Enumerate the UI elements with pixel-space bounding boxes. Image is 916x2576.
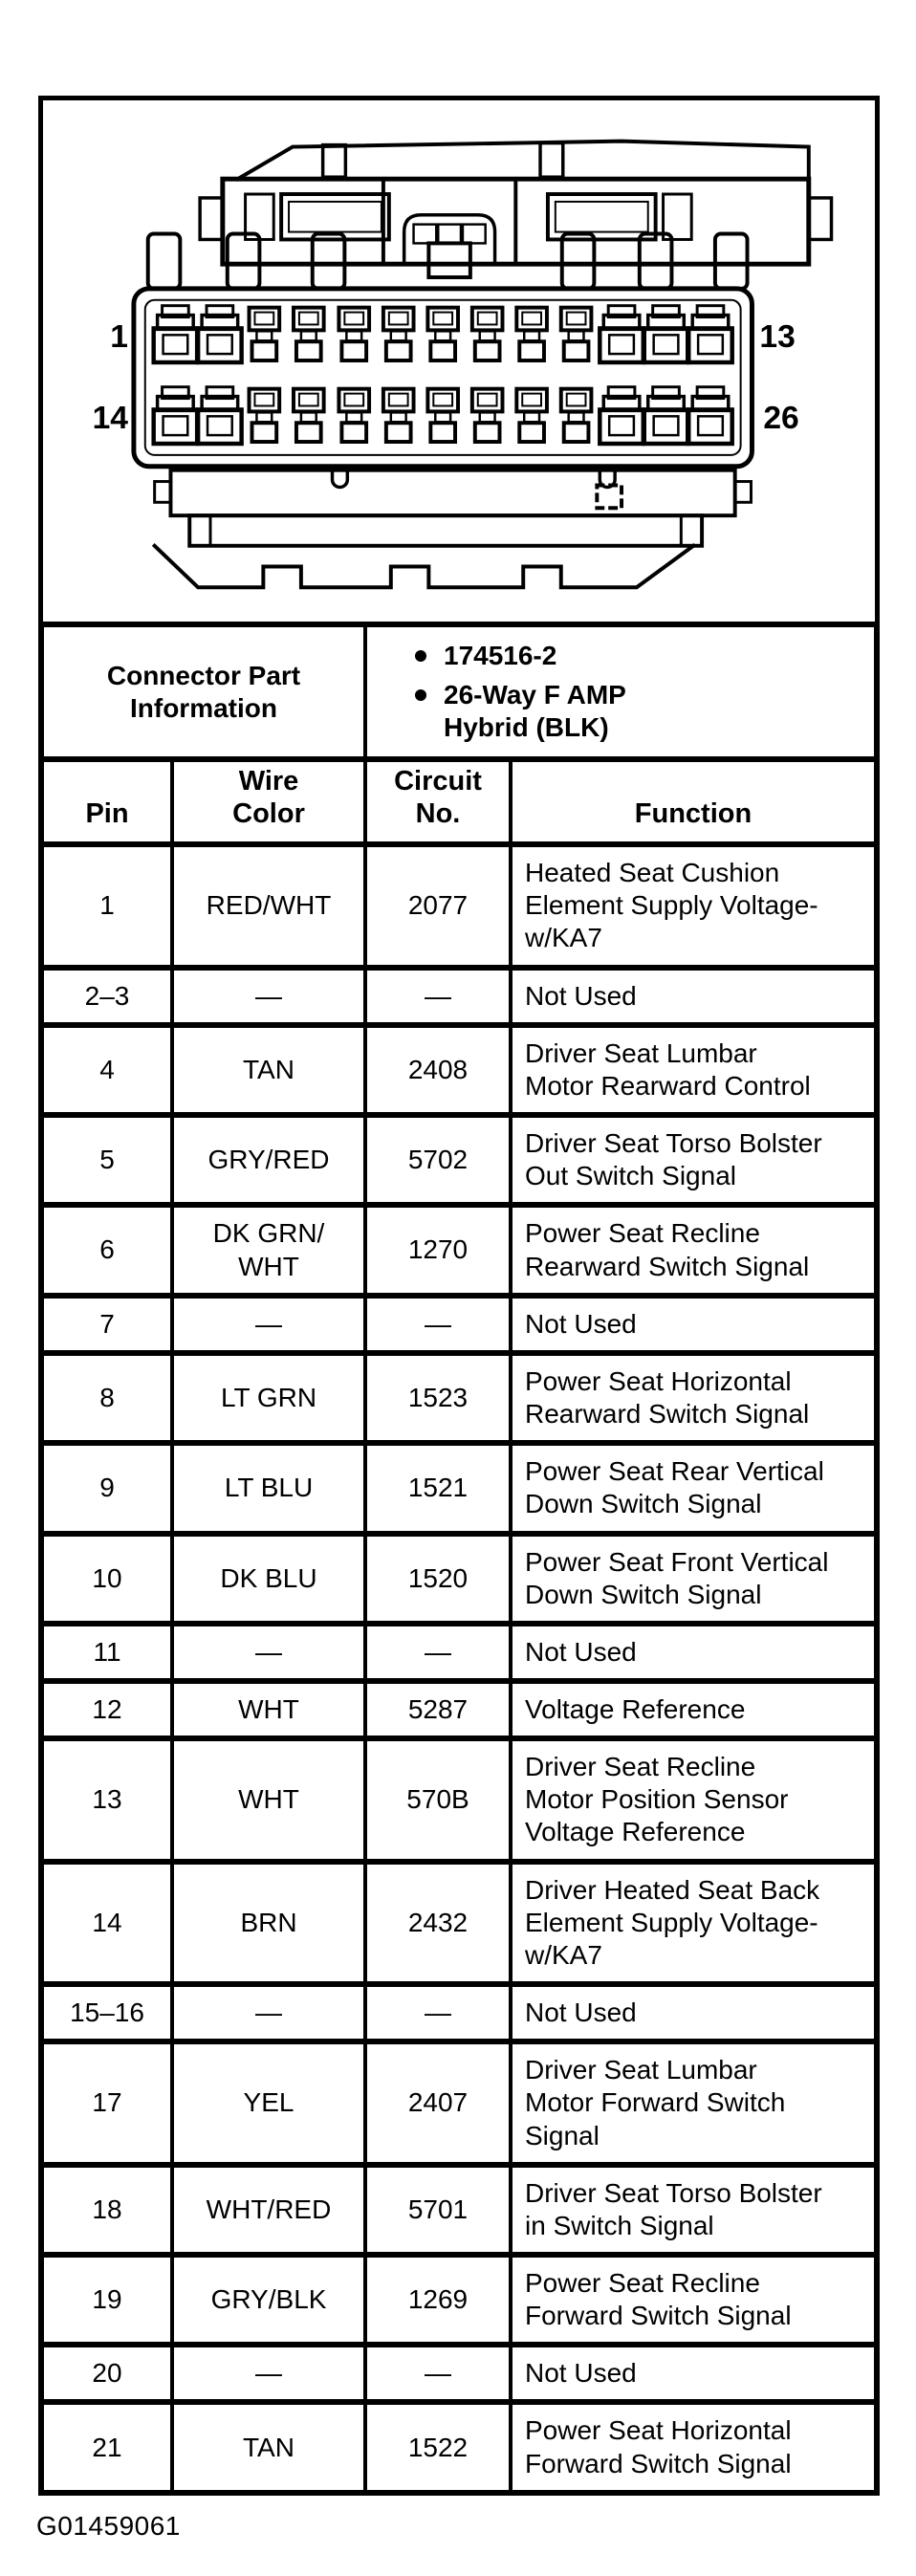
pin-26-label: 26	[763, 401, 799, 437]
table-row	[41, 1353, 877, 1443]
pin-cell: 4	[41, 1025, 172, 1115]
table-row	[41, 1862, 877, 1984]
function-cell: Voltage Reference	[511, 1681, 877, 1738]
circuit-no-cell: 1522	[365, 2402, 511, 2492]
table-row	[41, 1115, 877, 1205]
circuit-no-cell: —	[365, 968, 511, 1025]
circuit-no-cell: 5702	[365, 1115, 511, 1205]
circuit-no-cell: 1520	[365, 1534, 511, 1624]
pinout-table	[38, 622, 880, 2496]
table-row	[41, 1534, 877, 1624]
function-cell: Not Used	[511, 1296, 877, 1353]
wire-color-cell: —	[172, 1296, 365, 1353]
function-cell: Not Used	[511, 968, 877, 1025]
bullet-item	[415, 679, 866, 744]
circuit-no-cell: 2408	[365, 1025, 511, 1115]
column-header-row	[41, 759, 877, 844]
circuit-no-cell: —	[365, 1296, 511, 1353]
wire-color-cell: WHT/RED	[172, 2165, 365, 2255]
table-row	[41, 1443, 877, 1533]
col-header-circuit-no: Circuit No.	[365, 759, 511, 844]
connector-drawing	[43, 100, 875, 622]
pin-cell: 14	[41, 1862, 172, 1984]
wire-color-cell: DK GRN/ WHT	[172, 1205, 365, 1295]
circuit-no-cell: 1270	[365, 1205, 511, 1295]
connector-part-value: 174516-2	[444, 641, 557, 670]
table-row	[41, 1205, 877, 1295]
wire-color-cell: GRY/BLK	[172, 2255, 365, 2345]
col-header-wire-color: Wire Color	[172, 759, 365, 844]
circuit-no-cell: —	[365, 1984, 511, 2041]
connector-info-row	[41, 624, 877, 759]
wire-color-cell: BRN	[172, 1862, 365, 1984]
circuit-no-cell: 1269	[365, 2255, 511, 2345]
wire-color-cell: GRY/RED	[172, 1115, 365, 1205]
col-header-function: Function	[511, 759, 877, 844]
circuit-no-cell: 2407	[365, 2041, 511, 2164]
table-row	[41, 1296, 877, 1353]
connector-sheet	[38, 96, 880, 2542]
circuit-no-cell: 1523	[365, 1353, 511, 1443]
function-cell: Driver Seat Lumbar Motor Forward Switch Signal	[511, 2041, 877, 2164]
function-cell: Not Used	[511, 2345, 877, 2402]
pin-cell: 6	[41, 1205, 172, 1295]
wire-color-cell: TAN	[172, 2402, 365, 2492]
function-cell: Driver Heated Seat Back Element Supply Voltage-w/KA7	[511, 1862, 877, 1984]
function-cell: Heated Seat Cushion Element Supply Voltage-w/KA7	[511, 844, 877, 967]
function-cell: Power Seat Front Vertical Down Switch Signal	[511, 1534, 877, 1624]
wire-color-cell: TAN	[172, 1025, 365, 1115]
table-row	[41, 1984, 877, 2041]
pin-cell: 13	[41, 1738, 172, 1861]
connector-mounting-base	[155, 470, 752, 588]
function-cell: Power Seat Recline Rearward Switch Signal	[511, 1205, 877, 1295]
pin-13-label: 13	[759, 319, 796, 356]
table-row	[41, 2345, 877, 2402]
connector-part-value: 26-Way F AMP Hybrid (BLK)	[444, 680, 626, 743]
table-row	[41, 2041, 877, 2164]
connector-figure	[38, 96, 880, 622]
table-row	[41, 2402, 877, 2492]
pin-1-label: 1	[110, 319, 128, 356]
circuit-no-cell: 570B	[365, 1738, 511, 1861]
wire-color-cell: RED/WHT	[172, 844, 365, 967]
function-cell: Not Used	[511, 1984, 877, 2041]
wire-color-cell: LT BLU	[172, 1443, 365, 1533]
wire-color-cell: YEL	[172, 2041, 365, 2164]
pin-cell: 19	[41, 2255, 172, 2345]
figure-id: G01459061	[36, 2510, 181, 2541]
connector-part-info-title: Connector Part Information	[106, 660, 301, 723]
wire-color-cell: LT GRN	[172, 1353, 365, 1443]
wire-color-cell: —	[172, 968, 365, 1025]
pin-cell: 12	[41, 1681, 172, 1738]
wire-color-cell: —	[172, 2345, 365, 2402]
circuit-no-cell: 2077	[365, 844, 511, 967]
pin-cell: 20	[41, 2345, 172, 2402]
terminal-grid	[154, 306, 732, 444]
table-row	[41, 1738, 877, 1861]
circuit-no-cell: 5287	[365, 1681, 511, 1738]
wire-color-cell: WHT	[172, 1738, 365, 1861]
circuit-no-cell: 2432	[365, 1862, 511, 1984]
pin-cell: 11	[41, 1624, 172, 1681]
table-row	[41, 844, 877, 967]
pin-cell: 21	[41, 2402, 172, 2492]
function-cell: Power Seat Horizontal Forward Switch Signal	[511, 2402, 877, 2492]
connector-top-cap	[238, 142, 809, 180]
function-cell: Driver Seat Lumbar Motor Rearward Control	[511, 1025, 877, 1115]
function-cell: Power Seat Rear Vertical Down Switch Signal	[511, 1443, 877, 1533]
wire-color-cell: —	[172, 1624, 365, 1681]
pin-cell: 1	[41, 844, 172, 967]
table-row	[41, 1681, 877, 1738]
col-header-pin: Pin	[41, 759, 172, 844]
pin-cell: 18	[41, 2165, 172, 2255]
pin-cell: 9	[41, 1443, 172, 1533]
pin-cell: 5	[41, 1115, 172, 1205]
wire-color-cell: WHT	[172, 1681, 365, 1738]
pin-cell: 17	[41, 2041, 172, 2164]
pin-cell: 7	[41, 1296, 172, 1353]
connector-upper-housing	[200, 179, 831, 264]
bullet-item	[415, 640, 866, 672]
table-row	[41, 1025, 877, 1115]
table-row	[41, 1624, 877, 1681]
keying-marker-icon	[597, 486, 622, 509]
pin-cell: 10	[41, 1534, 172, 1624]
function-cell: Power Seat Recline Forward Switch Signal	[511, 2255, 877, 2345]
circuit-no-cell: 1521	[365, 1443, 511, 1533]
function-cell: Driver Seat Recline Motor Position Sensor Voltage Reference	[511, 1738, 877, 1861]
circuit-no-cell: —	[365, 2345, 511, 2402]
pin-cell: 15–16	[41, 1984, 172, 2041]
wire-color-cell: DK BLU	[172, 1534, 365, 1624]
connector-part-info-values	[365, 624, 877, 759]
bullet-icon	[415, 650, 426, 662]
table-row	[41, 968, 877, 1025]
connector-part-info-header	[41, 624, 365, 759]
table-row	[41, 2165, 877, 2255]
pinout-rows	[41, 844, 877, 2493]
circuit-no-cell: —	[365, 1624, 511, 1681]
pin-14-label: 14	[92, 401, 128, 437]
pin-cell: 8	[41, 1353, 172, 1443]
circuit-no-cell: 5701	[365, 2165, 511, 2255]
connector-latch	[404, 215, 495, 277]
bullet-icon	[415, 689, 426, 701]
function-cell: Driver Seat Torso Bolster in Switch Signal	[511, 2165, 877, 2255]
function-cell: Driver Seat Torso Bolster Out Switch Signal	[511, 1115, 877, 1205]
function-cell: Not Used	[511, 1624, 877, 1681]
table-row	[41, 2255, 877, 2345]
wire-color-cell: —	[172, 1984, 365, 2041]
function-cell: Power Seat Horizontal Rearward Switch Signal	[511, 1353, 877, 1443]
pin-cell: 2–3	[41, 968, 172, 1025]
